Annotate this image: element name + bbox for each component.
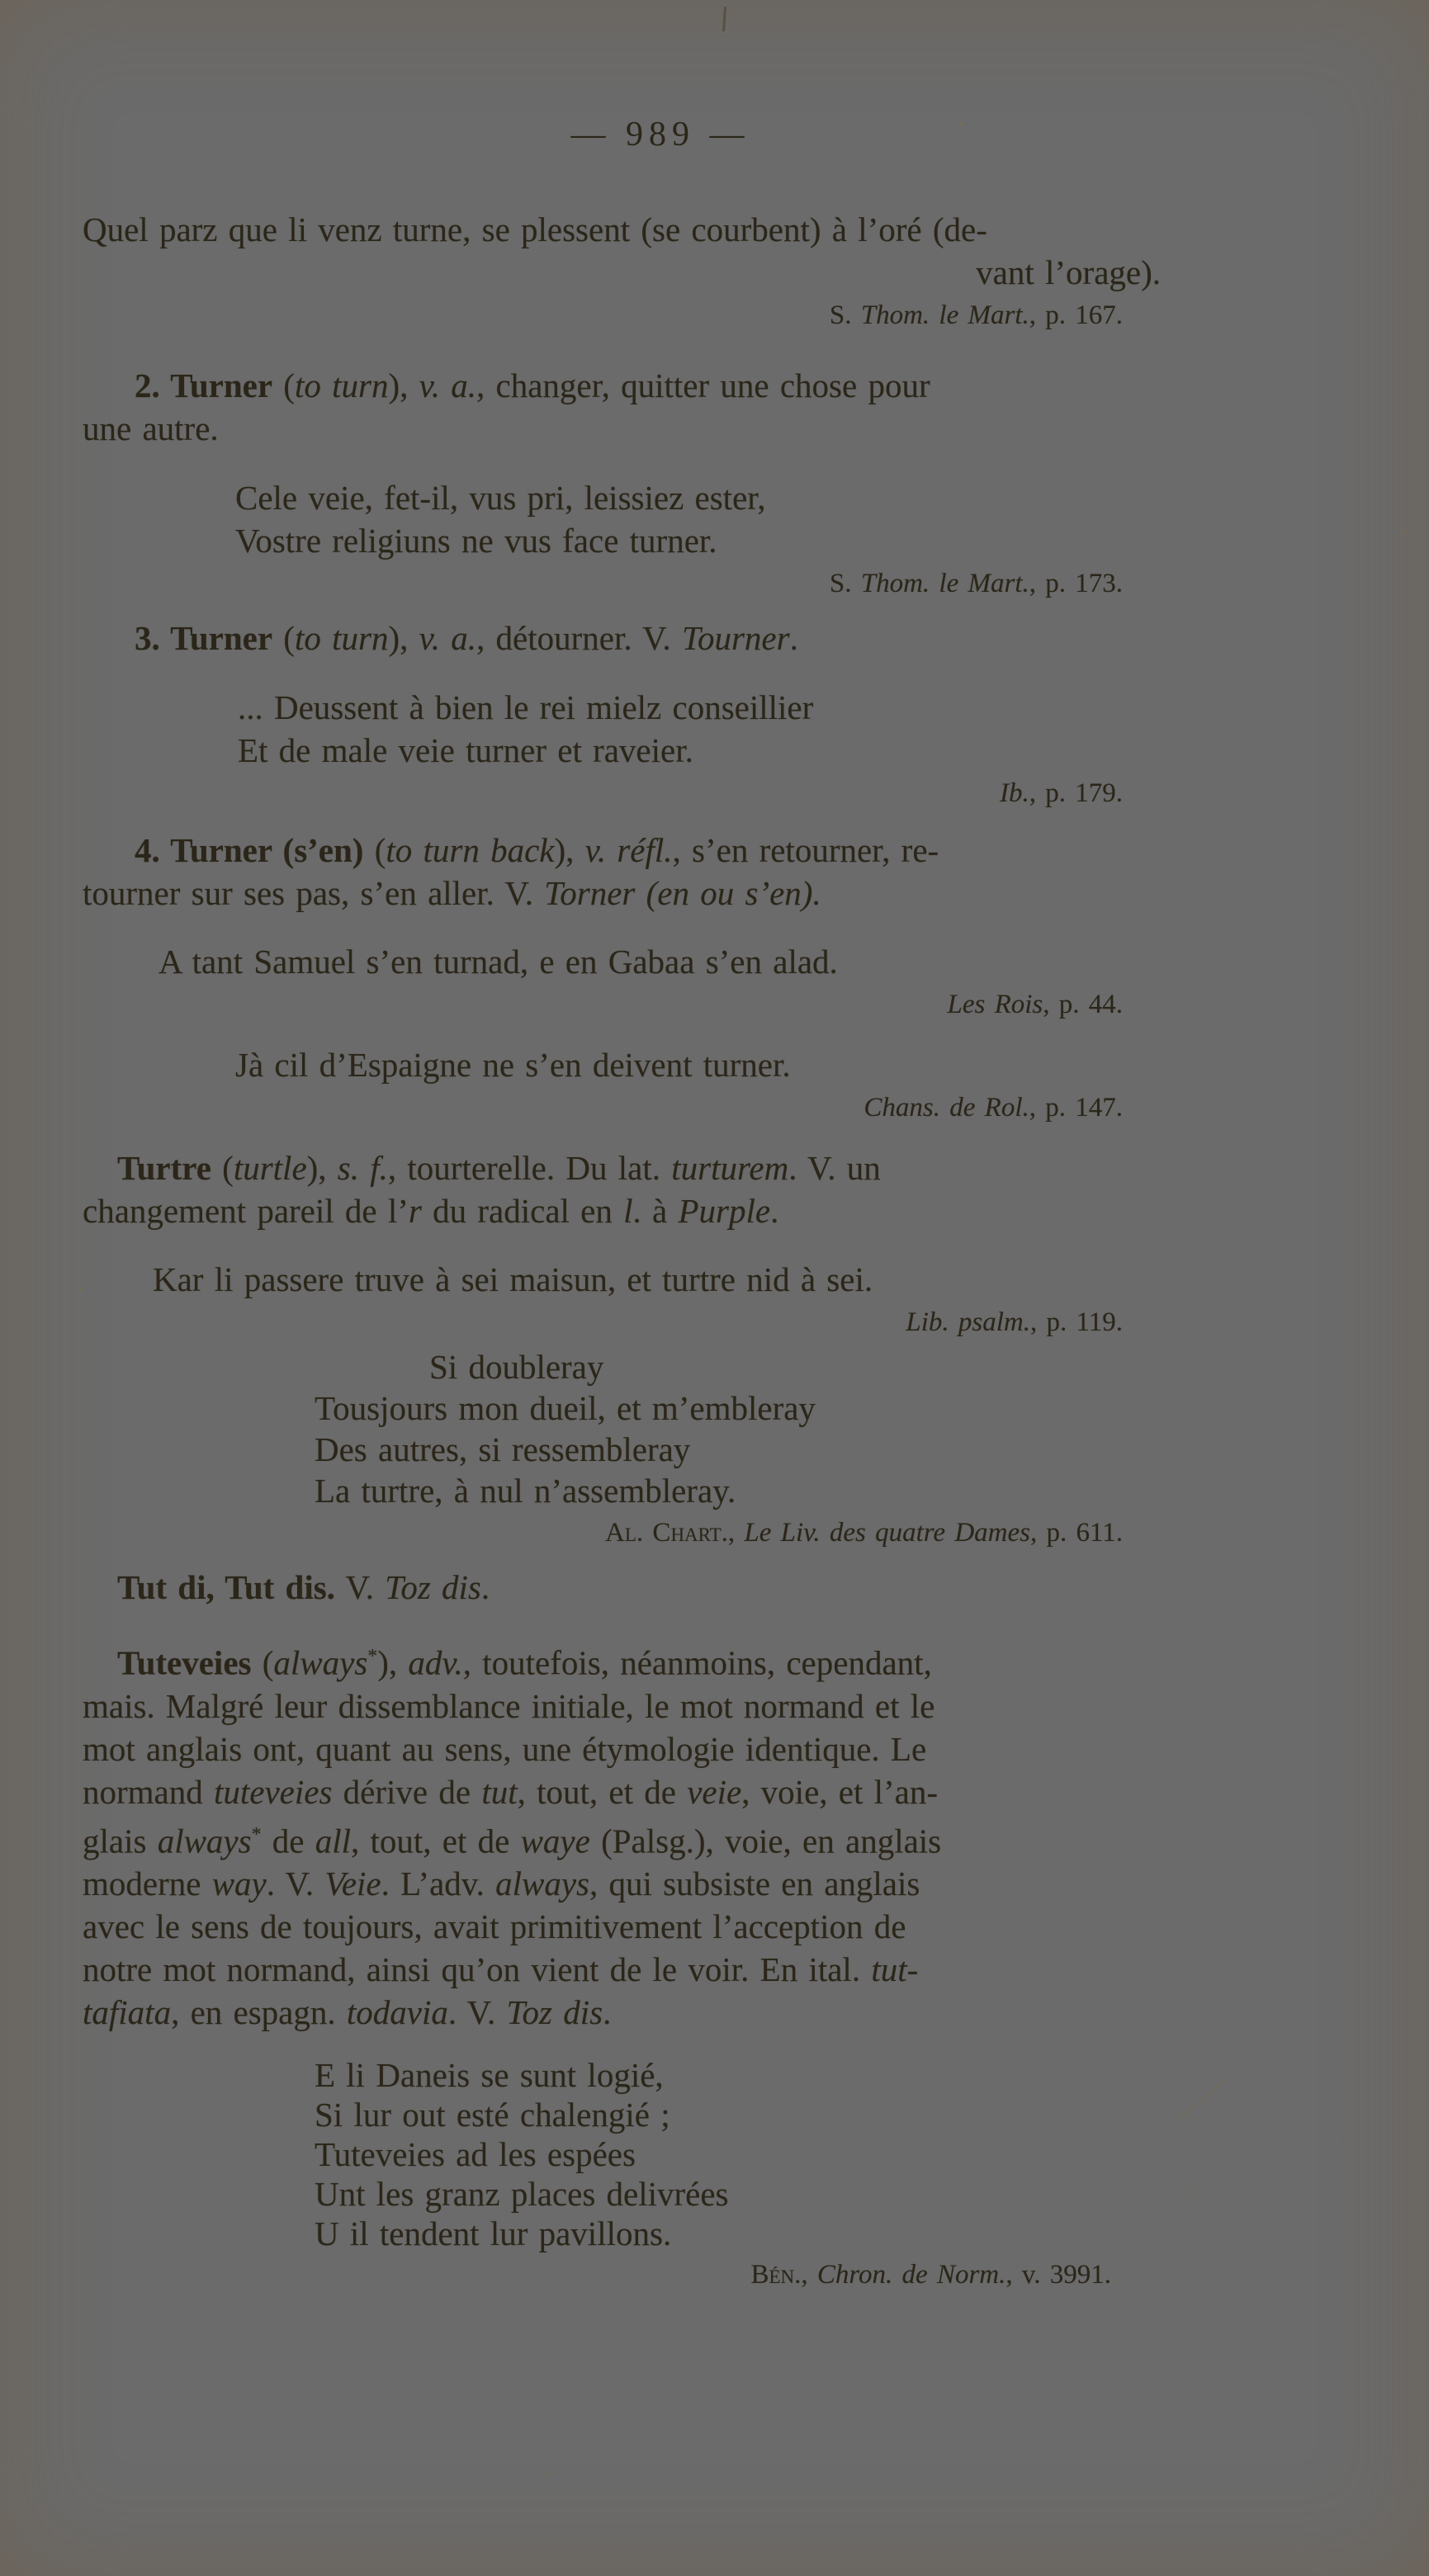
text-run: notre mot normand, ainsi qu’on vient de le voir. En ital. <box>83 1950 872 1989</box>
entry-turtre <box>83 1146 1161 1232</box>
text-run: ( <box>251 1643 274 1682</box>
text-run: waye <box>520 1822 590 1860</box>
text-run: tut <box>481 1772 518 1811</box>
text-run: . L’adv. <box>381 1865 496 1903</box>
text-run: tuteveies <box>214 1772 333 1811</box>
paper-speck <box>79 1288 83 1292</box>
entry-turner-2 <box>83 364 1161 450</box>
verse-line: Si lur out esté chalengié ; <box>315 2096 670 2134</box>
text-run: . <box>770 1192 779 1230</box>
text-run: . à <box>632 1192 679 1230</box>
text-run: ), <box>388 366 419 404</box>
text-run: (Palsg.), voie, en anglais <box>589 1822 942 1860</box>
entry-line: avec le sens de toujours, avait primitivement l’acception de <box>83 1907 906 1946</box>
verse-line: La turtre, à nul n’assembleray. <box>315 1472 736 1510</box>
verse-block <box>83 2055 1161 2296</box>
text-run: . <box>789 619 798 657</box>
text-run: tourner sur ses pas, s’en aller. V. <box>83 874 545 912</box>
text-run: tafiata <box>83 1993 172 2032</box>
quotation-block <box>83 940 1161 1026</box>
crease-mark <box>1323 2097 1351 2277</box>
quotation-block <box>83 476 1161 605</box>
citation-page: , p. 173. <box>1029 569 1123 598</box>
entry-line: mais. Malgré leur dissemblance initiale, le mot normand et le <box>83 1686 935 1725</box>
verse-line: Unt les granz places delivrées <box>315 2175 729 2213</box>
entry-turner-3 <box>83 617 1161 659</box>
verse-line: Tuteveies ad les espées <box>315 2135 636 2173</box>
citation-page: , p. 167. <box>1029 300 1123 330</box>
text-run: moderne <box>83 1865 212 1903</box>
headword: 4. Turner (s’en) <box>135 831 364 869</box>
citation-source: Lib. psalm. <box>906 1307 1030 1337</box>
page-number: — 989 — <box>570 116 750 154</box>
quotation-line: A tant Samuel s’en turnad, e en Gabaa s’en alad. <box>159 943 838 981</box>
text-run: way <box>211 1865 267 1903</box>
paper-speck <box>959 122 963 125</box>
headword: Tuteveies <box>117 1643 252 1682</box>
entry-line <box>83 1862 1161 1905</box>
asterisk-mark: * <box>251 1823 262 1846</box>
citation-source: Ib. <box>1000 778 1029 808</box>
citation-source: Thom. le Mart. <box>860 300 1029 330</box>
citation-source: Le Liv. des quatre Dames <box>744 1518 1030 1548</box>
citation <box>83 562 1161 605</box>
verse-line: Si doubleray <box>429 1348 604 1386</box>
english-gloss: to turn back <box>386 831 555 869</box>
verse-line: Tousjours mon dueil, et m’embleray <box>315 1389 816 1427</box>
verse-line: E li Daneis se sunt logié, <box>315 2056 664 2094</box>
grammar-label: s. f. <box>337 1149 388 1187</box>
text-run: veie <box>687 1772 742 1811</box>
previous-entry-quote <box>83 208 1161 337</box>
citation-page: , p. 44. <box>1043 990 1123 1019</box>
text-run: ), <box>554 831 585 869</box>
english-gloss: to turn <box>294 619 389 657</box>
text-run: , toutefois, néanmoins, cependant, <box>462 1643 932 1682</box>
text-run: always <box>157 1822 252 1860</box>
text-run: normand <box>83 1772 214 1811</box>
text-run: ), <box>377 1643 409 1682</box>
paper-speck <box>347 150 350 154</box>
grammar-label: v. a. <box>419 619 477 657</box>
text-run: ( <box>272 366 295 404</box>
text-run: l <box>623 1192 633 1230</box>
text-run: , détourner. V. <box>476 619 682 657</box>
text-run: , voie, et l’an- <box>741 1772 938 1811</box>
entry-line <box>83 872 1161 915</box>
citation-source: Les Rois <box>947 990 1043 1019</box>
quotation-line: ... Deussent à bien le rei mielz conseillier <box>238 688 814 726</box>
cross-reference: Torner (en ou s’en). <box>544 874 821 912</box>
citation-page: , p. 179. <box>1029 778 1123 808</box>
grammar-label: adv. <box>408 1643 463 1682</box>
citation <box>83 772 1161 815</box>
citation <box>83 1086 1161 1129</box>
text-run: , changer, quitter une chose pour <box>476 366 930 404</box>
text-run: dérive de <box>332 1772 482 1811</box>
entry-tut-di <box>83 1566 1161 1609</box>
text-run: . V. <box>266 1865 325 1903</box>
text-run: always <box>495 1865 590 1903</box>
asterisk-mark: * <box>367 1646 378 1667</box>
headword: 2. Turner <box>135 366 273 404</box>
text-run: V. <box>334 1568 386 1606</box>
entry-tuteveies <box>83 1635 1161 2034</box>
citation-page: , v. 3991. <box>1006 2260 1111 2290</box>
quotation-line: Vostre religiuns ne vus face turner. <box>235 522 717 560</box>
text-run: de <box>261 1822 315 1860</box>
text-run: all <box>315 1822 351 1860</box>
crease-mark <box>1184 2181 1195 2205</box>
verse-line: U il tendent lur pavillons. <box>315 2214 672 2252</box>
citation <box>83 1511 1161 1554</box>
cross-reference: Veie <box>324 1865 381 1903</box>
text-run: . <box>603 1993 612 2032</box>
citation-source: Chans. de Rol. <box>864 1093 1029 1123</box>
latin-etymon: turturem <box>671 1149 789 1187</box>
verse-line: Des autres, si ressembleray <box>315 1430 691 1468</box>
citation-source: Chron. de Norm. <box>816 2260 1006 2290</box>
quotation-line: vant l’orage). <box>976 253 1161 291</box>
text-run: ( <box>211 1149 234 1187</box>
text-run: , tout, et de <box>517 1772 688 1811</box>
headword: Tut di, Tut dis. <box>117 1568 335 1606</box>
entry-turner-4 <box>83 829 1161 915</box>
citation <box>83 2253 1161 2296</box>
cross-reference: Toz dis <box>385 1568 481 1606</box>
entry-line <box>83 364 1161 407</box>
text-run: . V. un <box>788 1149 881 1187</box>
text-run: r <box>408 1192 422 1230</box>
headword: Turtre <box>117 1149 211 1187</box>
english-gloss: always <box>273 1643 368 1682</box>
cross-reference: Purple <box>678 1192 771 1230</box>
entry-line <box>83 1991 1161 2034</box>
text-run: ( <box>363 831 386 869</box>
entry-line <box>83 617 1161 659</box>
citation-run: S. <box>829 300 861 330</box>
text-run: todavia <box>346 1993 448 2032</box>
text-run: . <box>480 1568 490 1606</box>
entry-line: une autre. <box>83 409 219 447</box>
text-run: , en espagn. <box>171 1993 347 2032</box>
quotation-line: Quel parz que li venz turne, se plessent (se courbent) à l’oré (de- <box>83 210 987 248</box>
cross-reference: Toz dis <box>506 1993 603 2032</box>
quotation-line: Kar li passere truve à sei maisun, et turtre nid à sei. <box>153 1260 873 1298</box>
text-run: ), <box>306 1149 338 1187</box>
grammar-label: v. réfl. <box>584 831 673 869</box>
entry-line <box>83 1813 1161 1863</box>
text-run: , s’en retourner, re- <box>672 831 939 869</box>
citation-source: Thom. le Mart. <box>860 569 1029 598</box>
headword: 3. Turner <box>135 619 273 657</box>
text-run: . V. <box>447 1993 507 2032</box>
entry-line <box>83 1146 1161 1189</box>
crease-mark <box>1176 2078 1227 2121</box>
citation-run: S. <box>829 569 861 598</box>
quotation-line: Et de male veie turner et raveier. <box>238 731 693 769</box>
citation-page: , p. 119. <box>1029 1307 1123 1337</box>
entry-line <box>83 1566 1161 1609</box>
paper-speck <box>547 2473 551 2476</box>
entry-line <box>83 1635 1161 1685</box>
citation <box>83 983 1161 1026</box>
english-gloss: to turn <box>294 366 389 404</box>
citation-run: , <box>727 1518 745 1548</box>
quotation-line: Cele veie, fet-il, vus pri, leissiez ester, <box>235 479 766 517</box>
citation-page: , p. 147. <box>1029 1093 1123 1123</box>
entry-line <box>83 1189 1161 1232</box>
entry-line <box>83 829 1161 872</box>
citation <box>83 294 1161 337</box>
text-run: du radical en <box>421 1192 624 1230</box>
grammar-label: v. a. <box>419 366 477 404</box>
citation-author: Bén. <box>750 2260 802 2290</box>
entry-line <box>83 1948 1161 1991</box>
quotation-block <box>83 1043 1161 1129</box>
text-run: tut- <box>871 1950 919 1989</box>
citation-page: , p. 611. <box>1029 1518 1123 1548</box>
quotation-block <box>83 1258 1161 1344</box>
citation-author: Al. Chart. <box>605 1518 728 1548</box>
citation-run: , <box>801 2260 817 2290</box>
text-run: , tout, et de <box>350 1822 521 1860</box>
verse-block <box>83 1346 1161 1554</box>
paper-speck <box>1403 530 1407 533</box>
text-run: changement pareil de l’ <box>83 1192 409 1230</box>
cross-reference: Tourner <box>681 619 790 657</box>
text-run: , qui subsiste en anglais <box>589 1865 920 1903</box>
text-run: ), <box>388 619 419 657</box>
scan-artifact <box>722 7 726 31</box>
entry-line: mot anglais ont, quant au sens, une étymologie identique. Le <box>83 1729 927 1768</box>
english-gloss: turtle <box>233 1149 307 1187</box>
text-run: ( <box>272 619 295 657</box>
quotation-line: Jà cil d’Espaigne ne s’en deivent turner. <box>235 1046 791 1084</box>
citation <box>83 1301 1161 1344</box>
text-run: glais <box>83 1822 158 1860</box>
entry-line <box>83 1770 1161 1813</box>
text-run: , tourterelle. Du lat. <box>387 1149 672 1187</box>
quotation-block <box>83 686 1161 815</box>
